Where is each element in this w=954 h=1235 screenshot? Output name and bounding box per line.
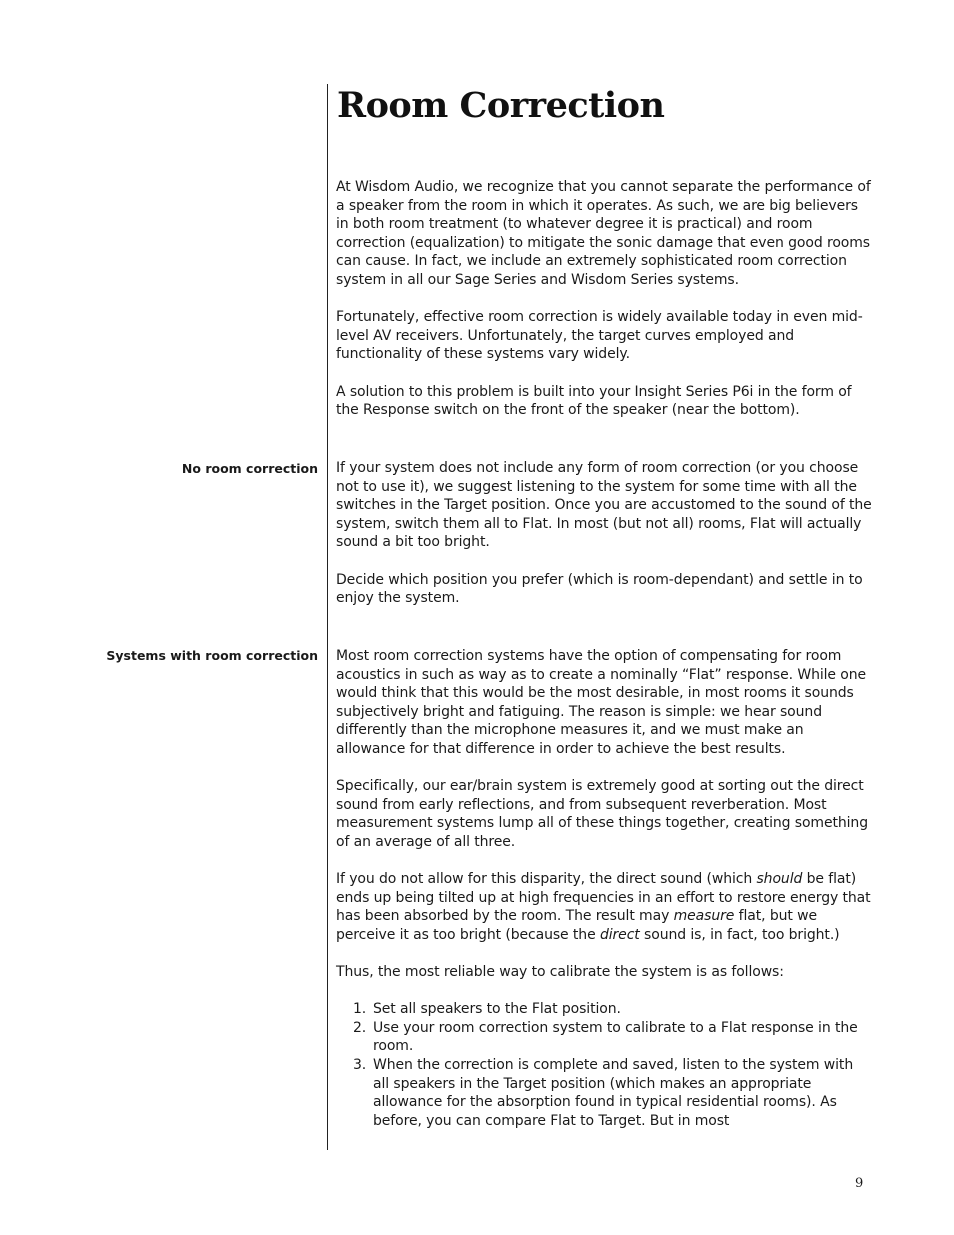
side-heading-systems-with-room-correction: Systems with room correction [106,648,318,663]
no-room-correction-paragraph-2: Decide which position you prefer (which is room-dependant) and settle in to enjoy the system. [336,571,863,607]
p3-text-c: flat, but we perceive it as too bright (because the [336,908,817,943]
room-correction-paragraph-1: Most room correction systems have the option of compensating for room acoustics in such as way as to create a nominally “Flat” response. While one would think that this would be the most desirable, in most rooms it sounds subjectively bright and fatiguing. The reason is simple: we hear sound differently than the microphone measures it, and we must make an allowance for that difference in order to achieve the best results. [336,648,867,757]
p3-emphasis-should: should [756,871,803,888]
intro-paragraph-1: At Wisdom Audio, we recognize that you cannot separate the performance of a speaker from the room in which it operates. As such, we are big believers in both room treatment (to whatever degree it is practical) and room correction (equalization) to mitigate the sonic damage that even good rooms can cause. In fact, we include an extremely sophisticated room correction system in all our Sage Series and Wisdom Series systems. [336,179,871,288]
systems-with-room-correction-section [336,647,872,1130]
list-item-number: 3. [353,1057,367,1074]
p3-text-a: If you do not allow for this disparity, the direct sound (which [336,871,757,888]
list-item [336,1000,872,1019]
no-room-correction-paragraph-1: If your system does not include any form of room correction (or you choose not to use it), we suggest listening to the system for some time with all the switches in the Target position. Once you are accustomed to the sound of the system, switch them all to Flat. In most (but not all) rooms, Flat will actually sound a bit too bright. [336,460,872,551]
list-item-number: 1. [353,1001,367,1018]
list-item [336,1019,872,1056]
room-correction-paragraph-2: Specifically, our ear/brain system is extremely good at sorting out the direct sound from early reflections, and from subsequent reverberation. Most measurement systems lump all of these things together, creating something of an average of all three. [336,778,868,850]
list-item-text: When the correction is complete and saved, listen to the system with all speakers in the Target position (which makes an appropriate allowance for the absorption found in typical residential rooms). As before, you can compare Flat to Target. But in most [373,1057,854,1129]
vertical-divider [327,84,328,1150]
list-item-text: Set all speakers to the Flat position. [373,1001,621,1018]
list-item-text: Use your room correction system to calibrate to a Flat response in the room. [373,1019,858,1055]
p3-emphasis-direct: direct [599,926,640,943]
side-heading-no-room-correction: No room correction [181,461,318,476]
list-item-number: 2. [353,1019,367,1036]
p3-text-b: be flat) ends up being tilted up at high frequencies in an effort to restore energy that has been absorbed by the room. The result may [336,871,871,925]
page-title: Room Correction [337,85,665,126]
intro-section [336,178,872,438]
room-correction-paragraph-4: Thus, the most reliable way to calibrate the system is as follows: [336,964,784,981]
intro-paragraph-3: A solution to this problem is built into your Insight Series P6i in the form of the Response switch on the front of the speaker (near the bottom). [336,383,852,419]
p3-emphasis-measure: measure [673,908,735,925]
intro-paragraph-2: Fortunately, effective room correction is widely available today in even mid-level AV receivers. Unfortunately, the target curves employed and functionality of these systems vary widely. [336,309,863,363]
room-correction-paragraph-3 [336,870,872,944]
page-number: 9 [855,1176,864,1191]
no-room-correction-section [336,459,872,626]
p3-text-d: sound is, in fact, too bright.) [639,926,840,943]
calibration-steps-list [336,1000,872,1130]
list-item [336,1056,872,1130]
